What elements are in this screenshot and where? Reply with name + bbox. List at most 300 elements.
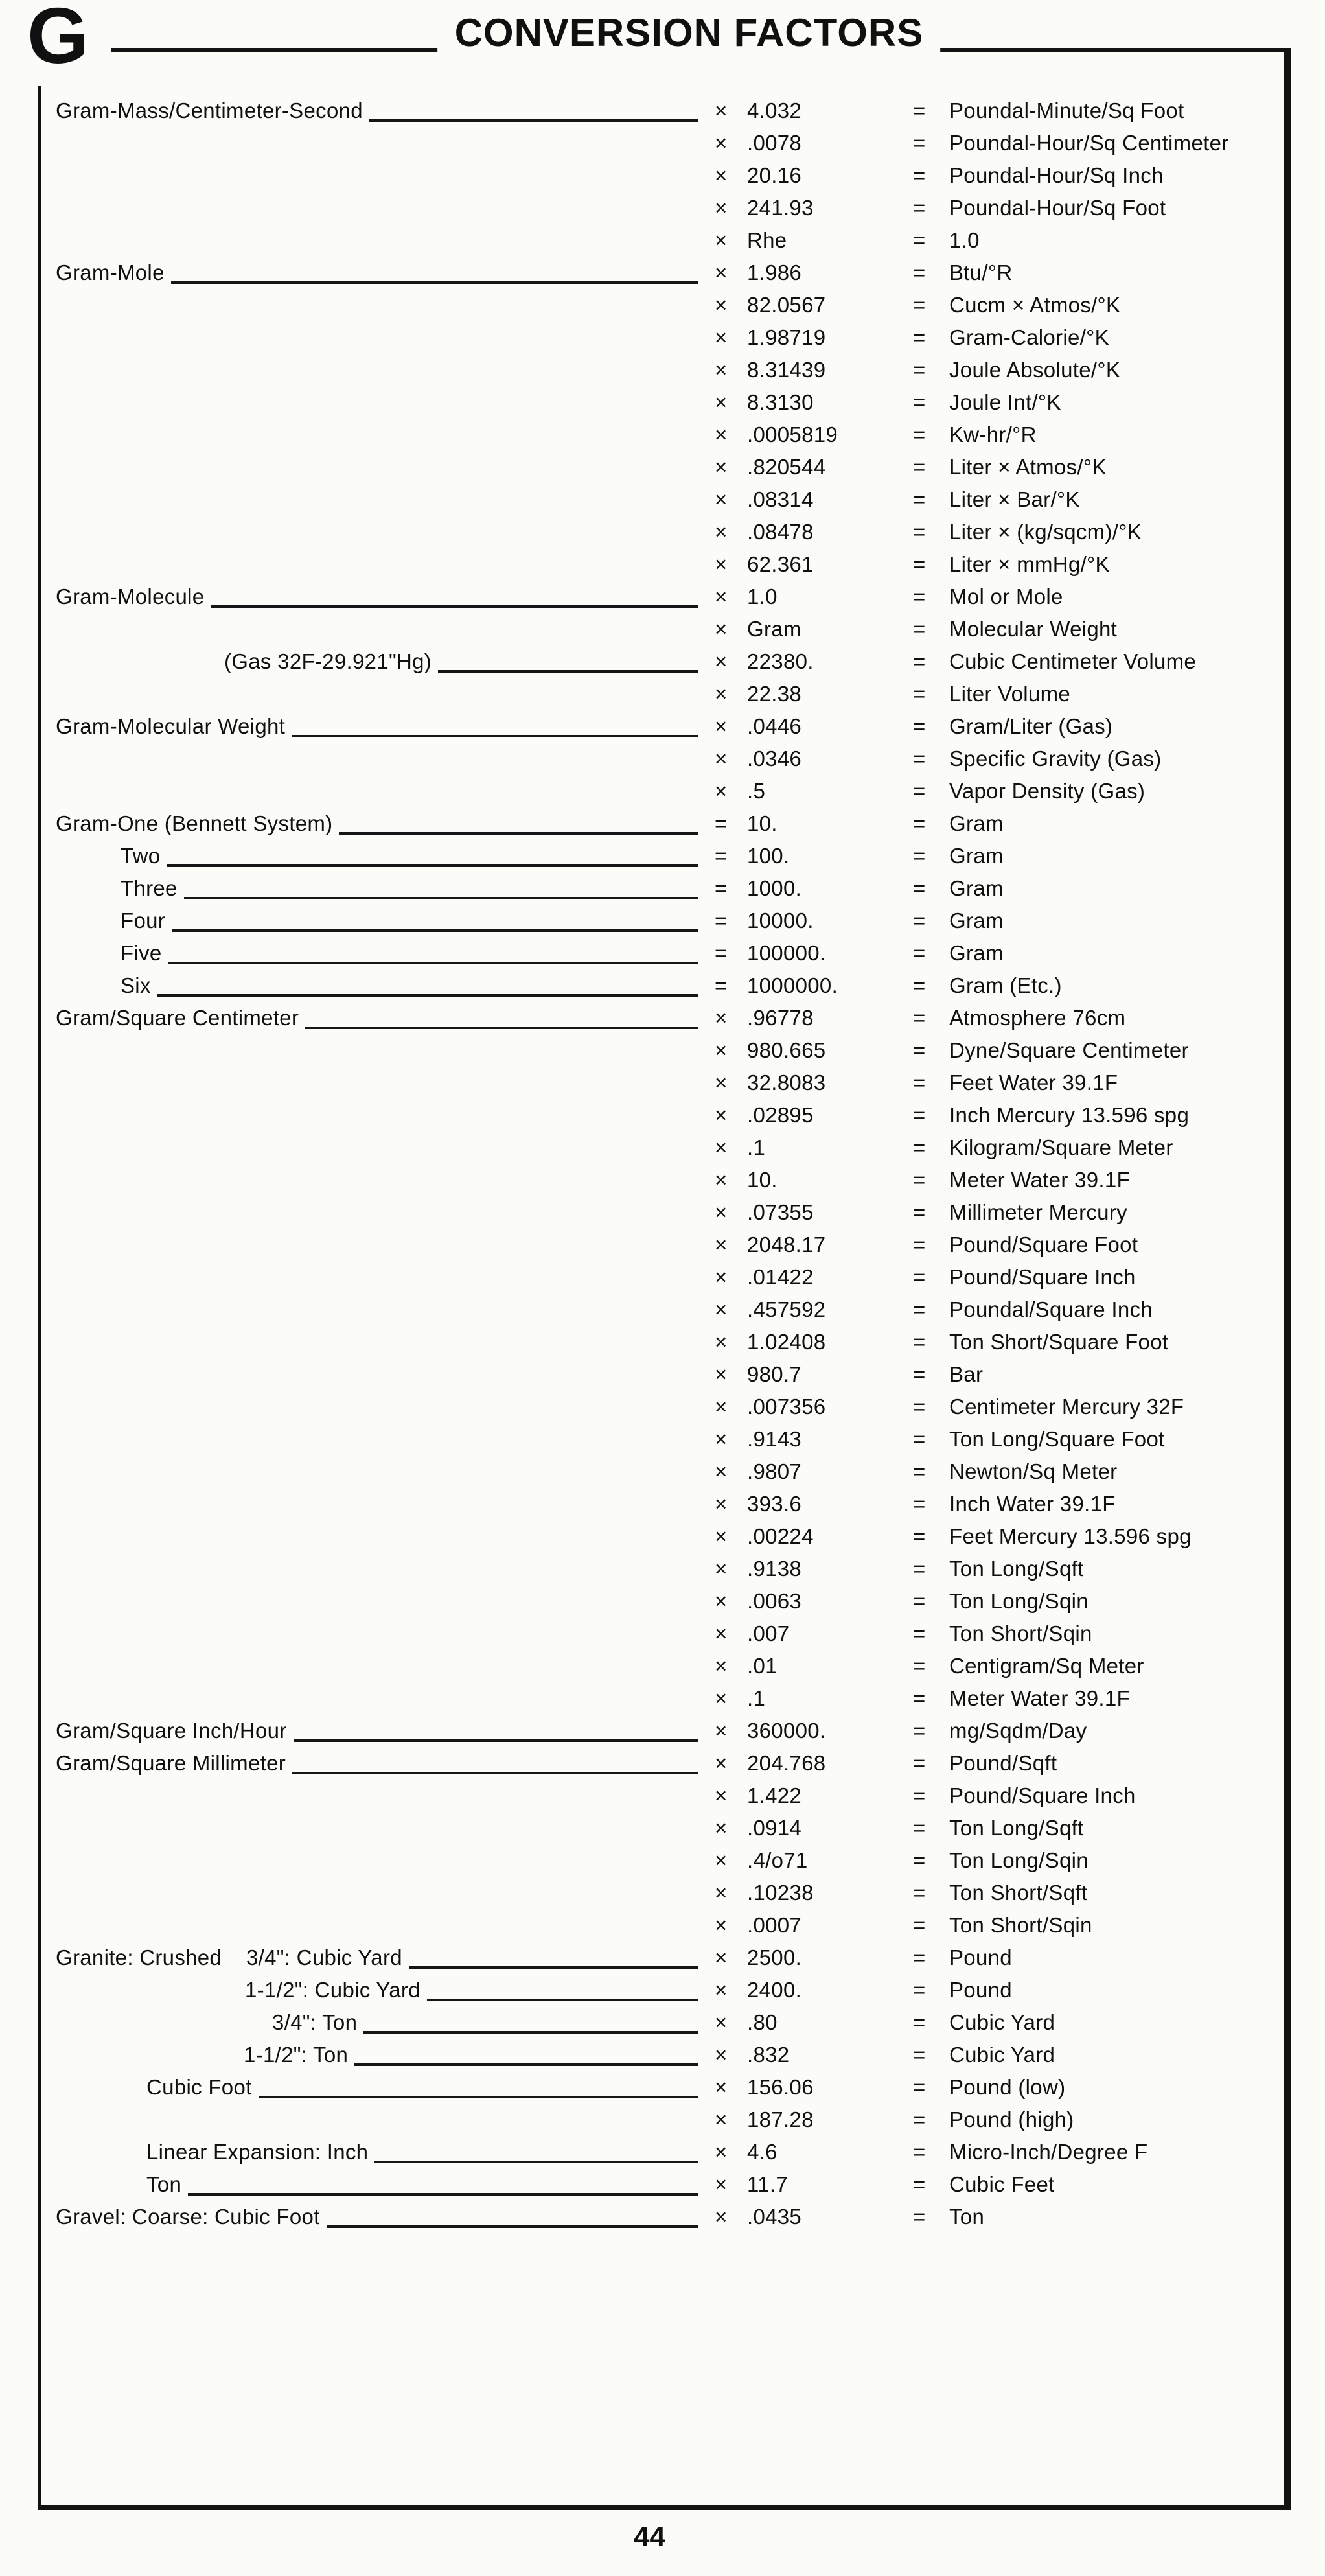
row-value: 10000. [747, 909, 814, 933]
row-value: .02895 [747, 1103, 814, 1127]
row-label-cell [56, 937, 715, 969]
row-label-cell [56, 1164, 715, 1196]
row-result: Kw-hr/°R [949, 423, 1037, 447]
row-operator: × [715, 617, 728, 641]
row-operator: × [715, 2205, 728, 2229]
row-result: Gram-Calorie/°K [949, 325, 1109, 349]
row-result-cell [913, 1131, 1274, 1164]
row-operator: × [715, 1557, 728, 1581]
result-equals: = [913, 2205, 926, 2229]
row-indent [56, 645, 224, 646]
leader-line [188, 2168, 698, 2201]
row-operator: × [715, 455, 728, 479]
result-equals: = [913, 1621, 926, 1645]
leader-line [62, 1488, 698, 1520]
row-label: Ton [146, 2172, 182, 2196]
result-equals: = [913, 1848, 926, 1872]
row-value-cell [715, 2071, 913, 2104]
leader-line [62, 516, 698, 548]
row-operator: × [715, 293, 728, 317]
result-equals: = [913, 1135, 926, 1159]
leader-line [62, 386, 698, 419]
row-value: .0063 [747, 1589, 802, 1613]
result-equals: = [913, 1006, 926, 1030]
row-result: Inch Water 39.1F [949, 1492, 1116, 1516]
row-indent [56, 1974, 245, 1975]
row-value: 4.032 [747, 99, 802, 122]
row-value: .0914 [747, 1816, 802, 1840]
row-result-cell [913, 1294, 1274, 1326]
row-value-cell [715, 1715, 913, 1747]
row-value: .0346 [747, 747, 802, 771]
row-operator: × [715, 131, 728, 155]
row-value: .1 [747, 1686, 766, 1710]
leader-line [62, 1034, 698, 1067]
result-equals: = [913, 1557, 926, 1581]
row-value: 8.31439 [747, 358, 826, 382]
leader-line [172, 905, 698, 937]
row-result-cell [913, 581, 1274, 613]
row-value-cell [715, 1553, 913, 1585]
row-operator: × [715, 1978, 728, 2002]
leader-line [62, 1326, 698, 1358]
row-operator: × [715, 1783, 728, 1807]
row-operator: × [715, 1913, 728, 1937]
row-label-cell [56, 257, 715, 289]
row-result-cell [913, 969, 1274, 1002]
row-value: 10. [747, 811, 778, 835]
row-label-cell [56, 743, 715, 775]
leader-line [409, 1942, 698, 1974]
conversion-row [56, 419, 1274, 451]
row-result-cell [913, 1196, 1274, 1229]
row-operator: = [715, 973, 728, 997]
result-equals: = [913, 163, 926, 187]
row-operator: × [715, 1103, 728, 1127]
leader-line [62, 613, 698, 645]
row-result: Centimeter Mercury 32F [949, 1395, 1184, 1419]
conversion-row [56, 1164, 1274, 1196]
row-value: 22380. [747, 649, 814, 673]
leader-line [211, 581, 698, 613]
conversion-row [56, 1229, 1274, 1261]
row-operator: × [715, 99, 728, 122]
row-result-cell [913, 1520, 1274, 1553]
row-operator: × [715, 1816, 728, 1840]
row-value: .9143 [747, 1427, 802, 1451]
conversion-row [56, 1067, 1274, 1099]
leader-line [62, 483, 698, 516]
row-value: 22.38 [747, 682, 802, 706]
row-label-cell [56, 2006, 715, 2039]
row-result: Feet Mercury 13.596 spg [949, 1524, 1192, 1548]
row-label: (Gas 32F-29.921"Hg) [224, 649, 432, 673]
row-result: Specific Gravity (Gas) [949, 747, 1162, 771]
row-result-cell [913, 905, 1274, 937]
row-result-cell [913, 2168, 1274, 2201]
row-indent [56, 969, 121, 970]
row-label-cell [56, 2104, 715, 2136]
conversion-row [56, 2201, 1274, 2233]
row-result-cell [913, 289, 1274, 321]
row-value-cell [715, 1067, 913, 1099]
result-equals: = [913, 293, 926, 317]
conversion-row [56, 127, 1274, 159]
row-label-cell [56, 1844, 715, 1877]
row-value-cell [715, 1877, 913, 1909]
row-value-cell [715, 1034, 913, 1067]
row-result: Pound/Sqft [949, 1751, 1057, 1775]
row-operator: × [715, 163, 728, 187]
row-result: Ton Long/Sqin [949, 1848, 1089, 1872]
row-label-cell [56, 386, 715, 419]
leader-line [294, 1715, 698, 1747]
row-value: .832 [747, 2043, 790, 2067]
row-label-cell [56, 1067, 715, 1099]
result-equals: = [913, 1524, 926, 1548]
row-value-cell [715, 1974, 913, 2006]
row-value-cell [715, 516, 913, 548]
result-equals: = [913, 1783, 926, 1807]
leader-line [62, 548, 698, 581]
row-value-cell [715, 1423, 913, 1456]
row-result: Ton Long/Sqft [949, 1557, 1084, 1581]
row-result-cell [913, 451, 1274, 483]
row-label: Gram/Square Millimeter [56, 1751, 286, 1775]
row-operator: × [715, 1200, 728, 1224]
conversion-row [56, 775, 1274, 807]
row-label-cell [56, 159, 715, 192]
row-operator: = [715, 941, 728, 965]
row-label: Four [121, 909, 166, 933]
row-indent [56, 2071, 146, 2072]
row-result: Joule Int/°K [949, 390, 1061, 414]
row-result-cell [913, 645, 1274, 678]
row-result-cell [913, 2071, 1274, 2104]
result-equals: = [913, 941, 926, 965]
leader-line [62, 1294, 698, 1326]
row-operator: × [715, 1589, 728, 1613]
row-result: Micro-Inch/Degree F [949, 2140, 1148, 2164]
conversion-row [56, 548, 1274, 581]
conversion-row [56, 1650, 1274, 1682]
row-value-cell [715, 1520, 913, 1553]
row-value-cell [715, 386, 913, 419]
row-value: .0005819 [747, 423, 838, 447]
conversion-row [56, 1034, 1274, 1067]
row-value-cell [715, 95, 913, 127]
row-label: Gram/Square Centimeter [56, 1006, 299, 1030]
conversion-row [56, 289, 1274, 321]
row-result: Gram (Etc.) [949, 973, 1062, 997]
leader-line [62, 1164, 698, 1196]
conversion-row [56, 1812, 1274, 1844]
row-label-cell [56, 1715, 715, 1747]
conversion-row [56, 257, 1274, 289]
row-label: Cubic Foot [146, 2075, 252, 2099]
section-letter: G [17, 0, 111, 86]
result-equals: = [913, 1233, 926, 1257]
conversion-row [56, 95, 1274, 127]
leader-line [62, 1067, 698, 1099]
row-label-cell [56, 775, 715, 807]
row-label-cell [56, 1131, 715, 1164]
row-label-cell [56, 1326, 715, 1358]
leader-line [305, 1002, 698, 1034]
conversion-row [56, 1909, 1274, 1942]
leader-line [339, 807, 698, 840]
row-result-cell [913, 1780, 1274, 1812]
row-value: .0435 [747, 2205, 802, 2229]
conversion-table [56, 95, 1274, 2233]
row-operator: = [715, 876, 728, 900]
row-label: Gravel: Coarse: Cubic Foot [56, 2205, 320, 2229]
result-equals: = [913, 1168, 926, 1192]
row-label-cell [56, 1780, 715, 1812]
row-label-cell [56, 2136, 715, 2168]
row-value: 4.6 [747, 2140, 778, 2164]
row-value: .4/o71 [747, 1848, 808, 1872]
row-result-cell [913, 1391, 1274, 1423]
row-label: Five [121, 941, 162, 965]
row-value: 32.8083 [747, 1071, 826, 1095]
result-equals: = [913, 131, 926, 155]
conversion-row [56, 1618, 1274, 1650]
row-label-cell [56, 483, 715, 516]
row-result-cell [913, 321, 1274, 354]
row-label-cell [56, 1942, 715, 1974]
leader-line [62, 1780, 698, 1812]
row-operator: × [715, 261, 728, 284]
row-result: Meter Water 39.1F [949, 1686, 1130, 1710]
row-result-cell [913, 192, 1274, 224]
row-value: 980.665 [747, 1038, 826, 1062]
row-value: .9807 [747, 1459, 802, 1483]
leader-line [62, 192, 698, 224]
conversion-row [56, 321, 1274, 354]
result-equals: = [913, 909, 926, 933]
row-value: .10238 [747, 1881, 814, 1905]
row-label-cell [56, 1585, 715, 1618]
row-result-cell [913, 775, 1274, 807]
row-value-cell [715, 159, 913, 192]
row-result: Poundal-Hour/Sq Foot [949, 196, 1166, 220]
row-operator: × [715, 552, 728, 576]
row-result-cell [913, 1553, 1274, 1585]
leader-line [171, 257, 698, 289]
row-result: Pound [949, 1978, 1012, 2002]
row-operator: × [715, 649, 728, 673]
leader-line [369, 95, 698, 127]
result-equals: = [913, 617, 926, 641]
leader-line [167, 840, 698, 872]
row-result: Gram [949, 811, 1004, 835]
row-result: Newton/Sq Meter [949, 1459, 1118, 1483]
row-value: .01 [747, 1654, 778, 1678]
row-result-cell [913, 1974, 1274, 2006]
result-equals: = [913, 1071, 926, 1095]
row-result-cell [913, 2136, 1274, 2168]
row-label: Gram/Square Inch/Hour [56, 1719, 287, 1743]
row-operator: × [715, 390, 728, 414]
row-value-cell [715, 483, 913, 516]
row-value-cell [715, 2201, 913, 2233]
row-result: Liter × (kg/sqcm)/°K [949, 520, 1142, 544]
row-indent [56, 2136, 146, 2137]
row-value-cell [715, 1650, 913, 1682]
row-value: 2500. [747, 1945, 802, 1969]
row-indent [56, 2006, 272, 2007]
result-equals: = [913, 1038, 926, 1062]
row-label: Gram-One (Bennett System) [56, 811, 333, 835]
row-operator: × [715, 1719, 728, 1743]
row-result-cell [913, 386, 1274, 419]
row-label: Three [121, 876, 178, 900]
row-result: Liter × Bar/°K [949, 487, 1080, 511]
leader-line [62, 419, 698, 451]
row-result-cell [913, 807, 1274, 840]
conversion-row [56, 872, 1274, 905]
row-label: Gram-Molecule [56, 585, 205, 609]
row-result-cell [913, 1002, 1274, 1034]
conversion-row [56, 2039, 1274, 2071]
row-result-cell [913, 127, 1274, 159]
result-equals: = [913, 585, 926, 609]
row-result: Dyne/Square Centimeter [949, 1038, 1189, 1062]
row-value: .9138 [747, 1557, 802, 1581]
row-operator: × [715, 423, 728, 447]
row-operator: × [715, 1881, 728, 1905]
row-result-cell [913, 548, 1274, 581]
conversion-row [56, 192, 1274, 224]
row-result: Ton Short/Sqft [949, 1881, 1088, 1905]
row-value: 1.422 [747, 1783, 802, 1807]
row-operator: × [715, 1233, 728, 1257]
leader-line [62, 1682, 698, 1715]
result-equals: = [913, 1945, 926, 1969]
row-result-cell [913, 1585, 1274, 1618]
row-operator: × [715, 714, 728, 738]
row-operator: × [715, 1395, 728, 1419]
row-value: 1.0 [747, 585, 778, 609]
row-label-cell [56, 289, 715, 321]
leader-line [363, 2006, 698, 2039]
row-result: Feet Water 39.1F [949, 1071, 1118, 1095]
row-operator: × [715, 682, 728, 706]
row-value-cell [715, 1229, 913, 1261]
row-label-cell [56, 872, 715, 905]
row-value: 100. [747, 844, 790, 868]
row-operator: × [715, 1524, 728, 1548]
row-result: Cubic Yard [949, 2010, 1055, 2034]
row-operator: × [715, 1492, 728, 1516]
row-label: 1-1/2": Ton [244, 2043, 349, 2067]
leader-line [438, 645, 698, 678]
row-result: Poundal-Minute/Sq Foot [949, 99, 1184, 122]
row-result: Poundal/Square Inch [949, 1297, 1153, 1321]
conversion-row [56, 1877, 1274, 1909]
row-operator: × [715, 1362, 728, 1386]
row-result: 1.0 [949, 228, 980, 252]
row-label-cell [56, 1877, 715, 1909]
row-value: 2048.17 [747, 1233, 826, 1257]
leader-line [62, 743, 698, 775]
row-value-cell [715, 1002, 913, 1034]
leader-line [292, 1747, 698, 1780]
leader-line [259, 2071, 698, 2104]
row-result-cell [913, 872, 1274, 905]
row-label-cell [56, 127, 715, 159]
row-result-cell [913, 2104, 1274, 2136]
row-value: 1.986 [747, 261, 802, 284]
result-equals: = [913, 1589, 926, 1613]
row-result-cell [913, 1423, 1274, 1456]
row-result-cell [913, 1034, 1274, 1067]
result-equals: = [913, 2043, 926, 2067]
row-value-cell [715, 1164, 913, 1196]
row-operator: × [715, 1427, 728, 1451]
result-equals: = [913, 1427, 926, 1451]
row-label: Gram-Molecular Weight [56, 714, 286, 738]
row-label-cell [56, 613, 715, 645]
result-equals: = [913, 1395, 926, 1419]
row-value: 360000. [747, 1719, 826, 1743]
conversion-row [56, 1456, 1274, 1488]
row-value-cell [715, 613, 913, 645]
result-equals: = [913, 747, 926, 771]
row-value-cell [715, 1456, 913, 1488]
row-label-cell [56, 1456, 715, 1488]
row-value: .007 [747, 1621, 790, 1645]
row-result: Atmosphere 76cm [949, 1006, 1126, 1030]
row-result: Ton Long/Sqft [949, 1816, 1084, 1840]
row-result-cell [913, 2201, 1274, 2233]
conversion-row [56, 1391, 1274, 1423]
row-operator: × [715, 1686, 728, 1710]
row-value-cell [715, 840, 913, 872]
conversion-row [56, 1747, 1274, 1780]
leader-line [62, 1423, 698, 1456]
row-value-cell [715, 678, 913, 710]
leader-line [374, 2136, 698, 2168]
row-value: .96778 [747, 1006, 814, 1030]
row-label-cell [56, 419, 715, 451]
leader-line [62, 1229, 698, 1261]
row-result: Pound (high) [949, 2107, 1074, 2131]
leader-line [62, 224, 698, 257]
leader-line [157, 969, 698, 1002]
row-label: Linear Expansion: Inch [146, 2140, 369, 2164]
row-value-cell [715, 2168, 913, 2201]
row-value-cell [715, 1682, 913, 1715]
result-equals: = [913, 196, 926, 220]
conversion-row [56, 1974, 1274, 2006]
conversion-row [56, 678, 1274, 710]
conversion-row [56, 1326, 1274, 1358]
row-label-cell [56, 451, 715, 483]
row-label-cell [56, 1520, 715, 1553]
row-operator: × [715, 1848, 728, 1872]
row-result-cell [913, 1488, 1274, 1520]
conversion-row [56, 710, 1274, 743]
row-label-cell [56, 807, 715, 840]
leader-line [62, 1812, 698, 1844]
row-value-cell [715, 1261, 913, 1294]
row-result: Cubic Centimeter Volume [949, 649, 1197, 673]
row-value: .07355 [747, 1200, 814, 1224]
result-equals: = [913, 2140, 926, 2164]
row-label: 1-1/2": Cubic Yard [245, 1978, 421, 2002]
